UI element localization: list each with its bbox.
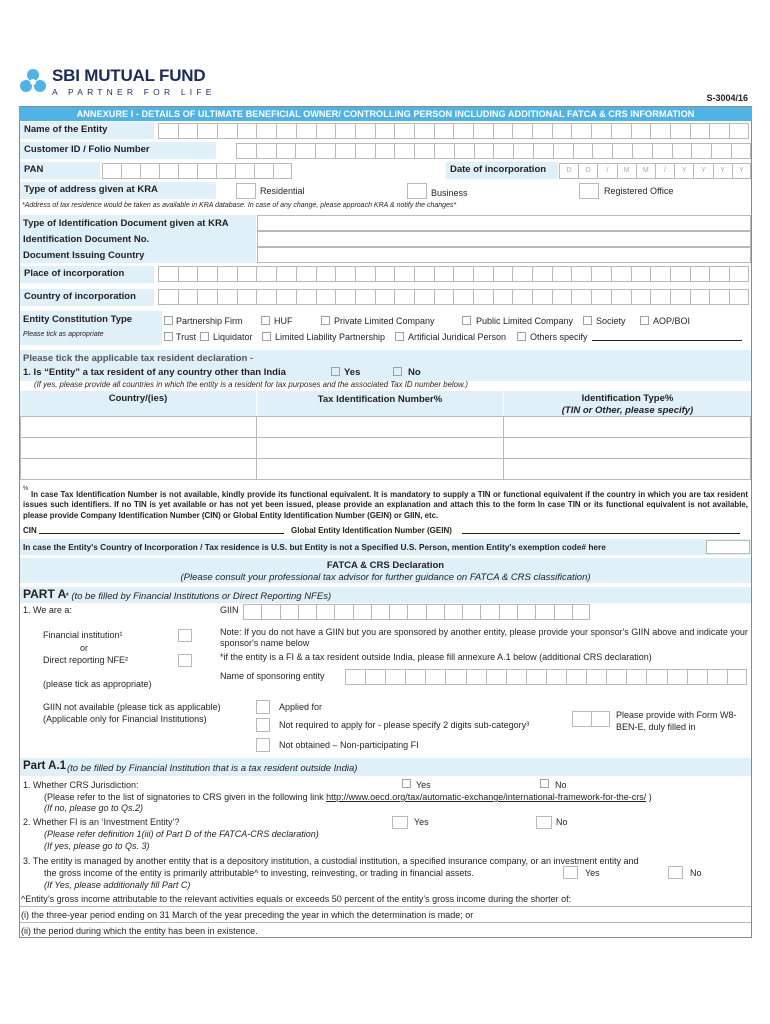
tax-row1-idtype[interactable]	[503, 416, 751, 438]
a1-q1-no: No	[555, 780, 567, 790]
liquidator-checkbox[interactable]	[200, 332, 209, 341]
residential-checkbox[interactable]	[236, 183, 256, 199]
doi-label: Date of incorporation	[446, 162, 558, 179]
giin-na-sub: (Applicable only for Financial Institutions)	[43, 714, 207, 724]
us-exemption-label: In case the Entity's Country of Incorporation / Tax residence is U.S. but Entity is not a Specified U.S. Person, mention Entity's exemption code# here	[23, 542, 606, 552]
fatca-title: FATCA & CRS Declaration	[326, 560, 445, 571]
tax-row2-idtype[interactable]	[503, 437, 751, 459]
part-a-title: PART A	[23, 587, 67, 601]
tax-row1-country[interactable]	[20, 416, 257, 438]
sbi-logo-icon	[18, 66, 48, 96]
tax-row3-tin[interactable]	[256, 458, 504, 480]
tax-no-label: No	[408, 367, 421, 378]
tin-footnote: In case Tax Identification Number is not available, kindly provide its functional equivalent. It is mandatory to supply a TIN or functional equivalent if the country in which you are tax resident issues such identifiers. If no TIN is yet available or has not yet been issued, please provide an explanation and attach this to the form In case TIN or its functional equivalent is not available, please provide Company Identification Number (CIN) or Global Entity Identification Number (GEIN) or GIIN, etc.	[23, 490, 748, 520]
public-ltd-label: Public Limited Company	[476, 316, 574, 326]
huf-label: HUF	[274, 316, 293, 326]
entity-name-label: Name of the Entity	[20, 122, 154, 139]
place-incorporation-label: Place of incorporation	[20, 266, 154, 283]
customer-id-boxes[interactable]	[236, 143, 751, 159]
footnote-mark: %	[23, 486, 29, 492]
cin-label: CIN	[23, 526, 37, 535]
not-obtained-label: Not obtained – Non-participating FI	[279, 740, 419, 750]
a1-q1-no-checkbox[interactable]	[540, 779, 549, 788]
id-doc-no-input[interactable]	[257, 231, 751, 247]
partnership-checkbox[interactable]	[164, 316, 173, 325]
cin-line[interactable]	[39, 533, 284, 534]
pvt-ltd-label: Private Limited Company	[334, 316, 435, 326]
a1-q2-yes-checkbox[interactable]	[392, 816, 408, 829]
pan-boxes[interactable]	[102, 163, 292, 179]
not-required-checkbox[interactable]	[256, 718, 270, 732]
pvt-ltd-checkbox[interactable]	[321, 316, 330, 325]
sponsor-boxes[interactable]	[345, 669, 748, 685]
id-doc-type-label: Type of Identification Document given at KRA	[23, 218, 229, 229]
not-required-label: Not required to apply for - please specify 2 digits sub-category³	[279, 720, 530, 730]
address-type-label: Type of address given at KRA	[20, 182, 216, 199]
gein-line[interactable]	[462, 533, 740, 534]
fi-checkbox[interactable]	[178, 629, 192, 642]
not-obtained-checkbox[interactable]	[256, 738, 270, 752]
period-ii: (ii) the period during which the entity has been in existence.	[21, 926, 258, 936]
registered-office-checkbox[interactable]	[579, 183, 599, 199]
applied-checkbox[interactable]	[256, 700, 270, 714]
a1-q3-b: the gross income of the entity is primarily attributable^ to investing, reinvesting, or trading in financial assets.	[44, 868, 474, 878]
we-are-label: 1. We are a:	[23, 605, 72, 615]
logo-name: SBI MUTUAL FUND	[52, 66, 206, 85]
tax-yes-checkbox[interactable]	[331, 367, 340, 376]
form-number: S-3004/16	[706, 93, 748, 103]
a1-q1-note: (Please refer to the list of signatories to CRS given in the following link	[44, 792, 324, 802]
address-note: *Address of tax residence would be taken as available in KRA database. In case of any change, please approach KRA & notify the changes*	[22, 202, 457, 209]
us-exemption-input[interactable]	[706, 540, 750, 554]
place-incorporation-boxes[interactable]	[158, 266, 751, 282]
country-incorporation-label: Country of incorporation	[20, 289, 154, 306]
divider-1	[20, 906, 751, 907]
a1-q2-if: (If yes, please go to Qs. 3)	[44, 841, 150, 851]
id-doc-no-label: Identification Document No.	[23, 234, 150, 245]
a1-q1: 1. Whether CRS Jurisdiction:	[23, 780, 139, 790]
llp-checkbox[interactable]	[262, 332, 271, 341]
id-doc-type-input[interactable]	[257, 215, 751, 231]
a1-q3-no-checkbox[interactable]	[668, 866, 683, 879]
crs-link[interactable]: http://www.oecd.org/tax/automatic-exchange/international-framework-for-the-crs/	[326, 792, 647, 802]
a1-q1-yes: Yes	[416, 780, 431, 790]
trust-label: Trust	[176, 332, 197, 342]
period-i: (i) the three-year period ending on 31 March of the year preceding the year in which the determination is made; or	[21, 910, 474, 920]
tax-no-checkbox[interactable]	[393, 367, 402, 376]
giin-label: GIIN	[220, 605, 239, 615]
trust-checkbox[interactable]	[164, 332, 173, 341]
part-a1-note: (to be filled by Financial Institution that is a tax resident outside India)	[67, 763, 358, 774]
tax-row3-idtype[interactable]	[503, 458, 751, 480]
ajp-label: Artificial Juridical Person	[408, 332, 507, 342]
a1-q2-note: (Please refer definition 1(iii) of Part D of the FATCA-CRS declaration)	[44, 829, 319, 839]
sponsor-note: Note: If you do not have a GIIN but you are sponsored by another entity, please provide your sponsor's GIIN above and indicate your sponsor's name below	[220, 627, 748, 648]
a1-q2-no-checkbox[interactable]	[536, 816, 552, 829]
business-label: Business	[431, 188, 468, 198]
a1-q3: 3. The entity is managed by another entity that is a depository institution, a custodial institution, a specified insurance company, or an investment entity and	[23, 856, 639, 866]
residential-label: Residential	[260, 186, 305, 196]
tick-label: (please tick as appropriate)	[43, 679, 152, 689]
col-country: Country/(ies)	[20, 391, 256, 416]
fatca-subtitle: (Please consult your professional tax advisor for further guidance on FATCA & CRS classification)	[180, 572, 591, 583]
col-tin: Tax Identification Number%	[257, 391, 503, 416]
registered-office-label: Registered Office	[604, 186, 674, 196]
aop-boi-label: AOP/BOI	[653, 316, 691, 326]
part-a-note: * (to be filled by Financial Institutions or Direct Reporting NFEs)	[65, 591, 332, 602]
tax-row2-country[interactable]	[20, 437, 257, 459]
a1-q3-yes: Yes	[585, 868, 600, 878]
applied-label: Applied for	[279, 702, 323, 712]
others-checkbox[interactable]	[517, 332, 526, 341]
a1-q2-yes: Yes	[414, 817, 429, 827]
liquidator-label: Liquidator	[213, 332, 253, 342]
customer-id-label: Customer ID / Folio Number	[20, 142, 216, 159]
ajp-checkbox[interactable]	[395, 332, 404, 341]
constitution-label: Entity Constitution Type	[23, 314, 133, 325]
a1-q2: 2. Whether FI is an ‘Investment Entity’?	[23, 817, 180, 827]
pan-label: PAN	[20, 162, 100, 179]
logo-tagline: A PARTNER FOR LIFE	[52, 87, 216, 97]
nfe-checkbox[interactable]	[178, 654, 192, 667]
doc-country-label: Document Issuing Country	[23, 250, 145, 261]
country-incorporation-boxes[interactable]	[158, 289, 751, 305]
a1-q1-note-line	[44, 792, 652, 802]
entity-name-boxes[interactable]	[158, 123, 751, 139]
tax-row1-tin[interactable]	[256, 416, 504, 438]
gein-label: Global Entity Identification Number (GEIN)	[291, 526, 452, 535]
a1-q1-if: (If no, please go to Qs.2)	[44, 803, 144, 813]
huf-checkbox[interactable]	[261, 316, 270, 325]
annexure-header: ANNEXURE I - DETAILS OF ULTIMATE BENEFICIAL OWNER/ CONTROLLING PERSON INCLUDING ADDITIONAL FATCA & CRS INFORMATION	[19, 107, 752, 121]
or-label: or	[80, 643, 89, 653]
constitution-note: Please tick as appropriate	[23, 331, 104, 338]
caret-note: ^Entity’s gross income attributable to the relevant activities equals or exceeds 50 percent of the entity’s gross income during the shorter of:	[21, 894, 572, 904]
business-checkbox[interactable]	[407, 183, 427, 199]
tax-heading: Please tick the applicable tax resident declaration -	[23, 353, 254, 364]
fi-label: Financial institution¹	[43, 630, 123, 640]
part-a1-title: Part A.1	[23, 760, 67, 772]
divider-2	[20, 922, 751, 923]
a1-q1-yes-checkbox[interactable]	[402, 779, 411, 788]
col-idtype-sub: (TIN or Other, please specify)	[561, 405, 694, 416]
a1-q1-close: )	[646, 792, 652, 802]
subcategory-boxes[interactable]	[572, 711, 610, 727]
doc-country-input[interactable]	[257, 247, 751, 263]
a1-q3-yes-checkbox[interactable]	[563, 866, 578, 879]
col-idtype: Identification Type%	[581, 393, 674, 404]
tax-row3-country[interactable]	[20, 458, 257, 480]
tax-q1-note: (If yes, please provide all countries in which the entity is a resident for tax purposes and the associated Tax ID number below.)	[34, 380, 468, 389]
tax-q1: 1. Is “Entity” a tax resident of any country other than India	[23, 367, 286, 378]
w8-note: Please provide with Form W8-BEN-E, duly filled in	[616, 710, 737, 732]
llp-label: Limited Liability Partnership	[275, 332, 386, 342]
a1-q2-no: No	[556, 817, 568, 827]
others-specify-line[interactable]	[592, 340, 742, 341]
a1-q3-no: No	[690, 868, 702, 878]
society-label: Society	[596, 316, 626, 326]
society-checkbox[interactable]	[583, 316, 592, 325]
giin-boxes[interactable]	[243, 604, 590, 620]
public-ltd-checkbox[interactable]	[462, 316, 471, 325]
tax-row2-tin[interactable]	[256, 437, 504, 459]
doi-boxes[interactable]: D D / M M / Y Y Y Y	[559, 163, 751, 179]
sponsor-label: Name of sponsoring entity	[220, 671, 325, 681]
a1-q3-if: (If Yes, please additionally fill Part C)	[44, 880, 191, 890]
fi-note: *if the entity is a FI & a tax resident outside India, please fill annexure A.1 below (additional CRS declaration)	[220, 652, 652, 662]
aop-boi-checkbox[interactable]	[640, 316, 649, 325]
partnership-label: Partnership Firm	[176, 316, 243, 326]
nfe-label: Direct reporting NFE²	[43, 655, 129, 665]
tax-yes-label: Yes	[344, 367, 361, 378]
others-label: Others specify	[530, 332, 588, 342]
giin-na-label: GIIN not available (please tick as applicable)	[43, 702, 221, 712]
